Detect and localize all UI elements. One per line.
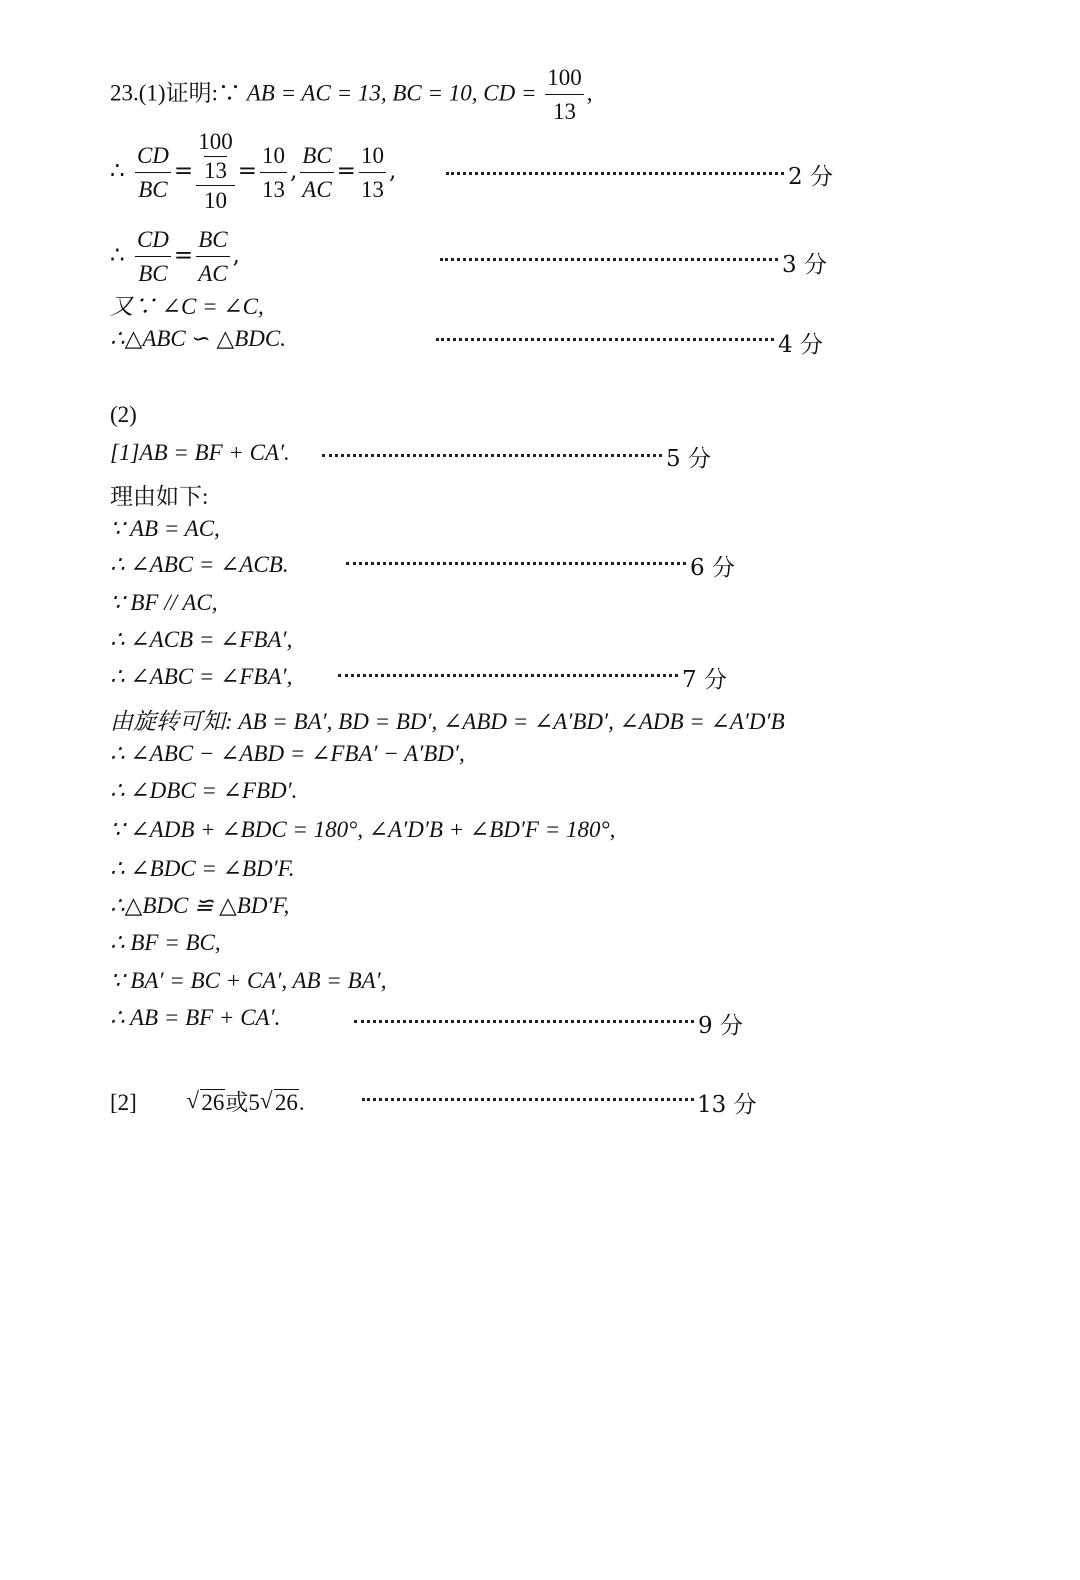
line-ratio-compute: ∴ $\frac{CD}{BC}$ = 100 13 10 = $\frac{10}{13}$ , $\frac{BC}{AC}$ = $\frac{10}{13}$ , [110, 128, 396, 216]
line-proof-step: ∵ AB = AC, [110, 516, 220, 541]
line-common-angle: 又∵ ∠C = ∠C, [110, 294, 264, 319]
score-label: 2 分 [788, 164, 833, 190]
dotted-leader [436, 338, 774, 341]
dotted-leader [322, 454, 662, 457]
line-ratio-equal: ∴ $\frac{CD}{BC}$ = $\frac{BC}{AC}$ , [110, 224, 240, 289]
line-proof-start: 23.(1)证明:∵ AB = AC = 13, BC = 10, CD = $\frac{100}{13}$ , [110, 62, 592, 127]
line-proof-step: ∴△BDC ≌ △BD′F, [110, 893, 290, 918]
line-proof-step: ∵ ∠ADB + ∠BDC = 180°, ∠A′D′B + ∠BD′F = 180°, [110, 817, 616, 842]
fraction-bc-over-ac: $\frac{BC}{AC}$ [300, 140, 333, 205]
line-proof-step: ∴ ∠BDC = ∠BD′F. [110, 856, 295, 881]
dotted-leader [362, 1098, 694, 1101]
line-proof-step: ∴ BF = BC, [110, 930, 221, 955]
dotted-leader [338, 674, 678, 677]
score-label: 9 分 [698, 1013, 743, 1039]
dotted-leader [346, 562, 686, 565]
line-proof-step: ∴ AB = BF + CA′. [110, 1005, 281, 1030]
fraction-bc-over-ac: $\frac{BC}{AC}$ [196, 224, 229, 289]
complex-fraction: 100 13 10 [198, 129, 233, 213]
score-label: 13 分 [697, 1092, 757, 1118]
line-proof-step: ∴ ∠DBC = ∠FBD′. [110, 778, 298, 803]
score-label: 7 分 [682, 667, 727, 693]
fraction-cd-over-bc: $\frac{CD}{BC}$ [135, 224, 171, 289]
line-item2: [2] √ 26或5√ 26. [110, 1084, 305, 1117]
line-item1: [1]AB = BF + CA′. [110, 440, 290, 465]
fraction-10-over-13-b: $\frac{10}{13}$ [359, 140, 386, 205]
fraction-cd-over-bc: $\frac{CD}{BC}$ [135, 140, 171, 205]
score-label: 4 分 [778, 332, 823, 358]
line-proof-step: ∵ BF // AC, [110, 590, 218, 615]
line-proof-step: ∴ ∠ACB = ∠FBA′, [110, 627, 293, 652]
line-proof-step: 由旋转可知: AB = BA′, BD = BD′, ∠ABD = ∠A′BD′, ∠ADB = ∠A′D′B [110, 709, 785, 734]
fraction-cd-value: $\frac{100}{13}$ [545, 62, 584, 127]
dotted-leader [440, 258, 778, 261]
fraction-10-over-13: $\frac{10}{13}$ [260, 140, 287, 205]
score-label: 3 分 [782, 252, 827, 278]
line-proof-step: ∴ ∠ABC = ∠ACB. [110, 552, 289, 577]
line-proof-step: ∵ BA′ = BC + CA′, AB = BA′, [110, 968, 387, 993]
line-reason: 理由如下: [110, 484, 209, 509]
line-proof-step: ∴ ∠ABC = ∠FBA′, [110, 664, 293, 689]
sqrt-26: √ 26 [186, 1090, 225, 1116]
part2-label: (2) [110, 402, 137, 427]
sqrt-26-b: √ 26 [260, 1090, 299, 1116]
dotted-leader [354, 1020, 694, 1023]
line-similar-triangles: ∴△ABC ∽ △BDC. [110, 326, 286, 351]
line-proof-step: ∴ ∠ABC − ∠ABD = ∠FBA′ − A′BD′, [110, 741, 465, 766]
dotted-leader [446, 172, 784, 175]
score-label: 5 分 [666, 446, 711, 472]
score-label: 6 分 [690, 555, 735, 581]
